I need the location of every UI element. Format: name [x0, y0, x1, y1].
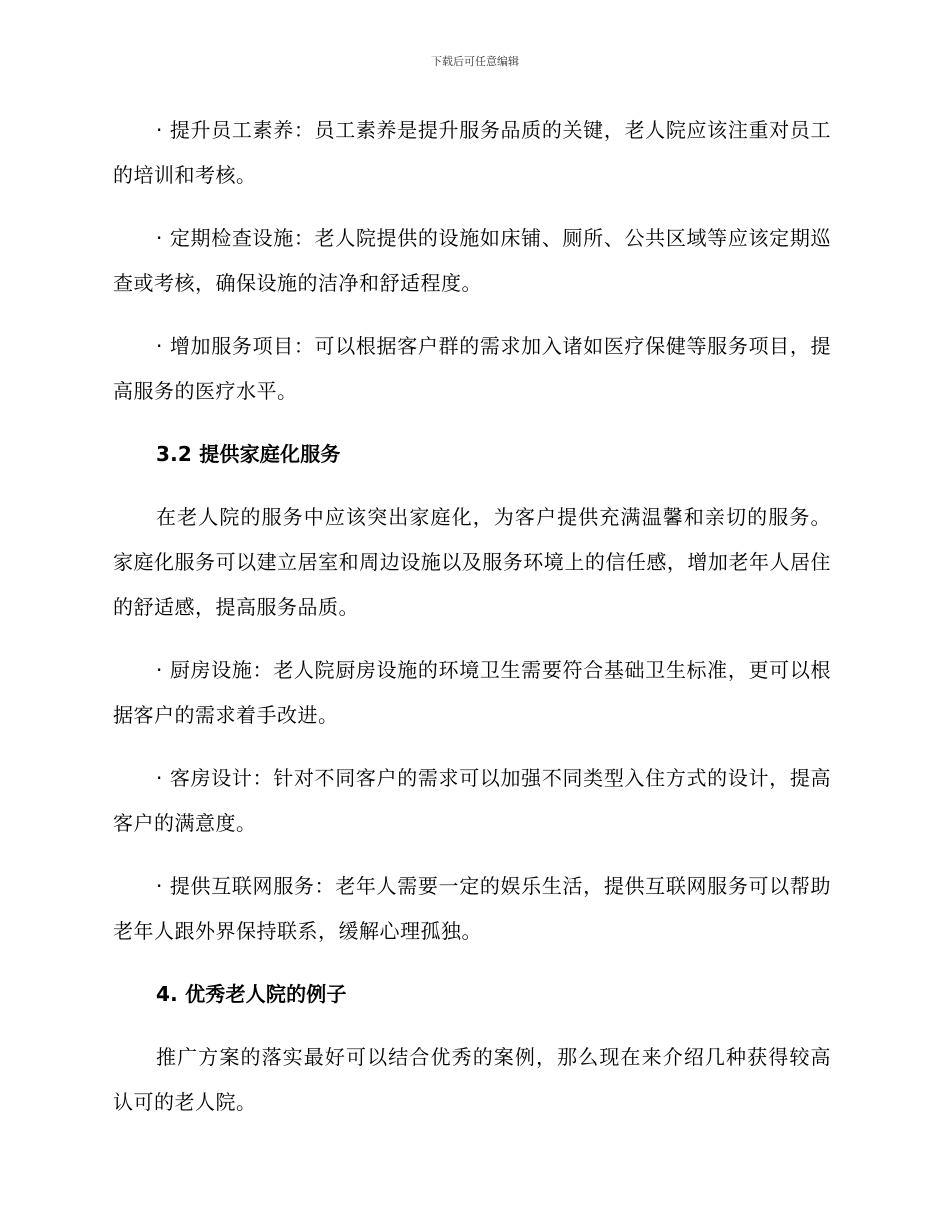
paragraph-examples-intro: 推广方案的落实最好可以结合优秀的案例，那么现在来介绍几种获得较高认可的老人院。: [113, 1045, 831, 1114]
document-body: [113, 108, 831, 1143]
page-header: 下载后可任意编辑: [431, 55, 519, 68]
bullet-service-items: · 增加服务项目：可以根据客户群的需求加入诸如医疗保健等服务项目，提高服务的医疗水平。: [113, 334, 831, 403]
bullet-internet-service: · 提供互联网服务：老年人需要一定的娱乐生活，提供互联网服务可以帮助老年人跟外界保持联系，缓解心理孤独。: [113, 874, 831, 943]
bullet-staff-quality: · 提升员工素养：员工素养是提升服务品质的关键，老人院应该注重对员工的培训和考核。: [113, 118, 831, 187]
bullet-facility-inspection: · 定期检查设施：老人院提供的设施如床铺、厕所、公共区域等应该定期巡查或考核，确保设施的洁净和舒适程度。: [113, 226, 831, 295]
section-heading-3-2: 3.2 提供家庭化服务: [156, 442, 341, 466]
bullet-kitchen: · 厨房设施：老人院厨房设施的环境卫生需要符合基础卫生标准，更可以根据客户的需求着手改进。: [113, 658, 831, 727]
paragraph-family-service: 在老人院的服务中应该突出家庭化，为客户提供充满温馨和亲切的服务。家庭化服务可以建立居室和周边设施以及服务环境上的信任感，增加老年人居住的舒适感，提高服务品质。: [113, 505, 831, 619]
section-heading-4: 4. 优秀老人院的例子: [156, 982, 347, 1006]
bullet-room-design: · 客房设计：针对不同客户的需求可以加强不同类型入住方式的设计，提高客户的满意度。: [113, 766, 831, 835]
